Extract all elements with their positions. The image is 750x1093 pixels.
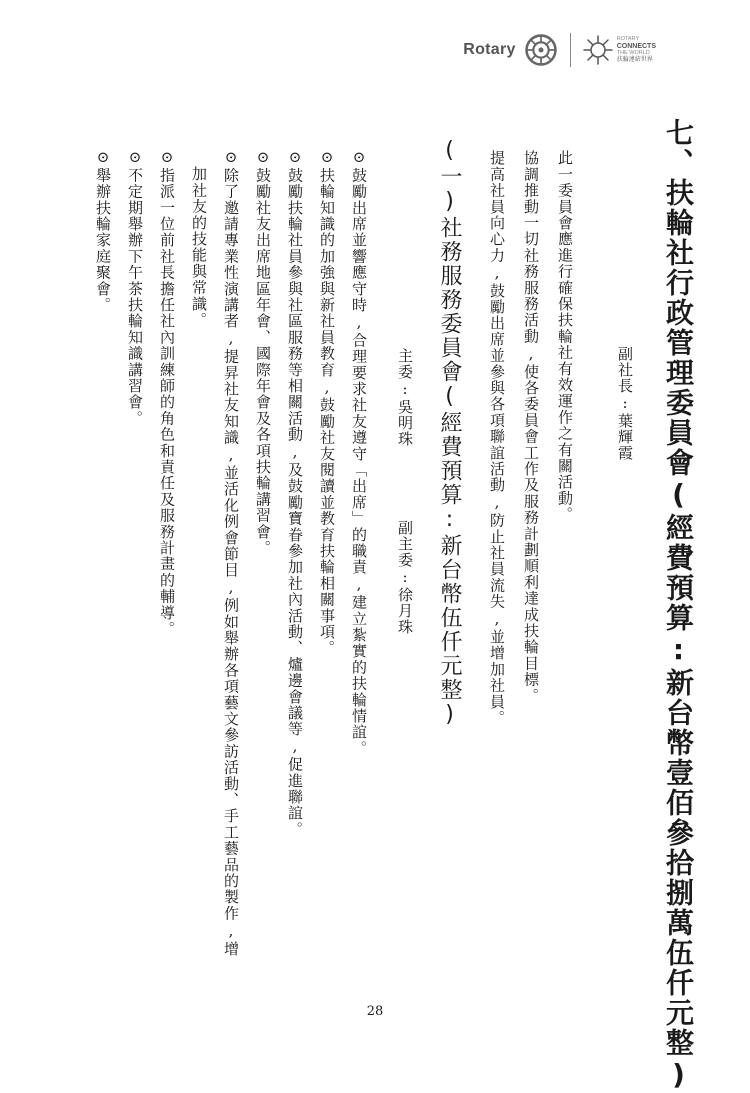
- intro-line-2: 協調推動一切社務服務活動,使各委員會工作及服務計劃順利達成扶輪目標。: [522, 150, 540, 704]
- vice-chair-line: 副主委:徐月珠: [396, 520, 414, 635]
- connects-line2: CONNECTS: [616, 43, 656, 50]
- list-item-continuation: 加社友的技能與常識。: [190, 166, 208, 328]
- list-item: ⊙扶輪知識的加強與新社員教育,鼓勵社友閱讀並教育扶輪相關事項。: [318, 148, 336, 657]
- list-item: ⊙除了邀請專業性演講者,提昇社友知識,並活化例會節目,例如舉辦各項藝文參訪活動、手工藝品的製作,增: [222, 148, 240, 957]
- connects-text: [617, 36, 656, 64]
- header-divider: [570, 33, 571, 67]
- intro-line-3: 提高社員向心力,鼓勵出席並參與各項聯誼活動,防止社員流失,並增加社員。: [488, 150, 506, 726]
- vice-president-line: 副社長:葉輝霞: [616, 346, 634, 461]
- connects-chinese: 扶輪連結世界: [616, 57, 653, 63]
- list-item: ⊙鼓勵扶輪社員參與社區服務等相關活動,及鼓勵寶眷參加社內活動、爐邊會議等,促進聯誼。: [286, 148, 304, 838]
- subsection-title: (一)社務服務委員會(經費預算:新台幣伍仟元整): [437, 138, 462, 729]
- section-title: 七、扶輪社行政管理委員會(經費預算:新台幣壹佰參拾捌萬伍仟元整): [662, 118, 695, 1093]
- page-number: 28: [366, 1004, 384, 1019]
- rotary-wheel-icon: [524, 33, 558, 67]
- connects-line1: ROTARY: [616, 36, 640, 42]
- chair-line: 主委:吳明珠: [396, 348, 414, 447]
- header-logos: [463, 28, 656, 72]
- list-item: ⊙鼓勵出席並響應守時,合理要求社友遵守「出席」的職責,建立紮實的扶輪情誼。: [350, 148, 368, 757]
- list-item: ⊙指派一位前社長擔任社內訓練師的角色和責任及服務計畫的輔導。: [158, 148, 176, 637]
- rotary-connects-logo: [583, 35, 656, 65]
- rotary-wordmark: Rotary: [463, 41, 516, 58]
- list-item: ⊙舉辦扶輪家庭聚會。: [94, 148, 112, 313]
- connects-line3: THE WORLD: [616, 50, 650, 56]
- list-item: ⊙鼓勵社友出席地區年會、國際年會及各項扶輪講習會。: [254, 148, 272, 556]
- list-item: ⊙不定期舉辦下午茶扶輪知識講習會。: [126, 148, 144, 427]
- connects-globe-icon: [583, 35, 613, 65]
- intro-line-1: 此一委員會應進行確保扶輪社有效運作之有關活動。: [556, 150, 574, 523]
